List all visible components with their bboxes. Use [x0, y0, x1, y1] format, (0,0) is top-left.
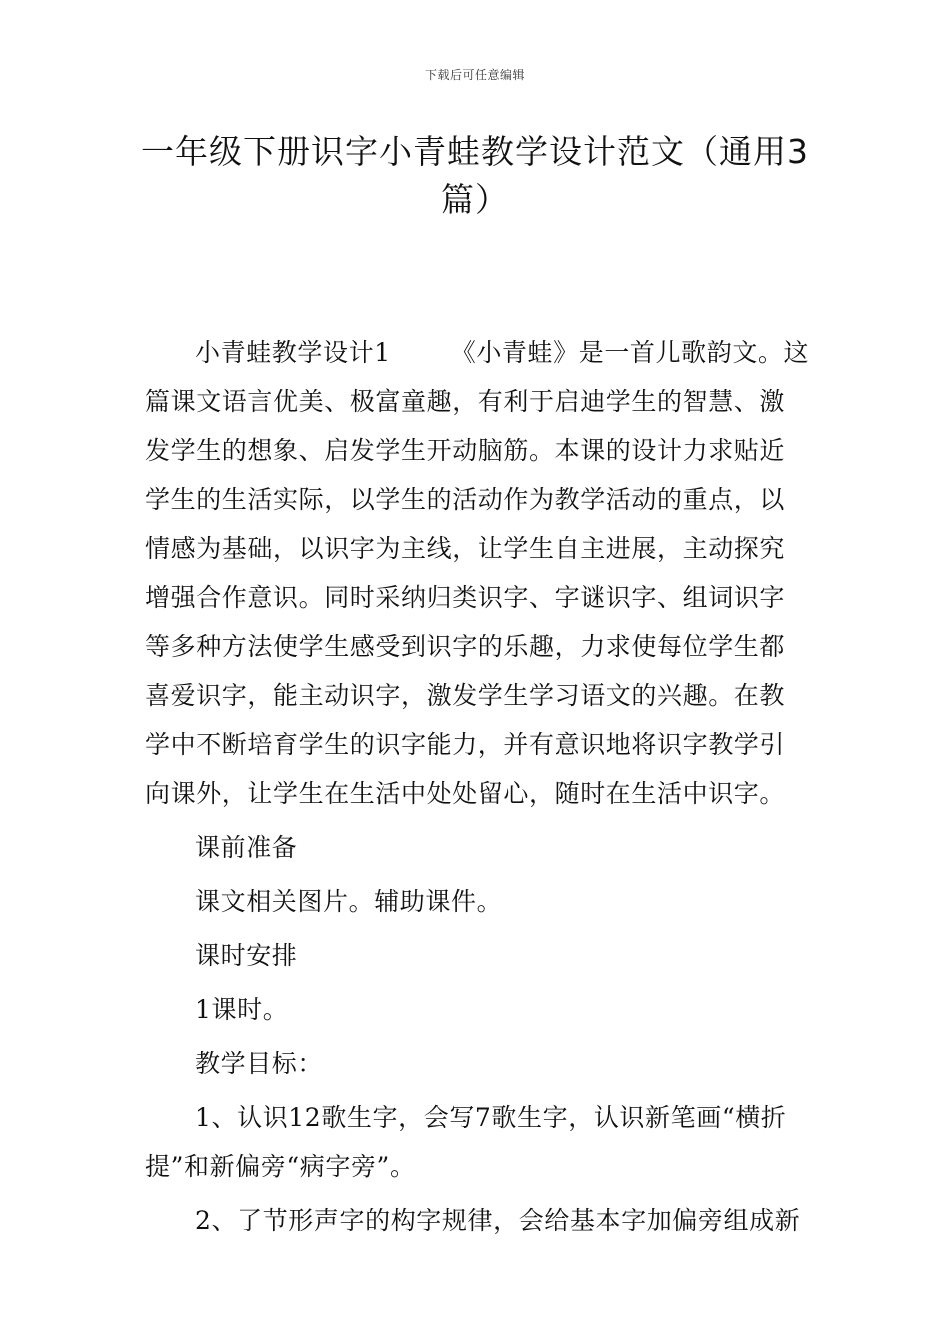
goal-item-2: 2、了节形声字的构字规律，会给基本字加偏旁组成新: [195, 1206, 801, 1235]
header-note: 下载后可任意编辑: [424, 68, 525, 82]
goals-heading: 教学目标：: [195, 1049, 324, 1078]
document-title: 一年级下册识字小青蛙教学设计范文（通用3篇）: [141, 132, 809, 219]
time-text: 1课时。: [195, 995, 289, 1024]
intro-text: 《小青蛙》是一首儿歌韵文。这篇课文语言优美、极富童趣，有利于启迪学生的智慧、激发学生的想象、启发学生开动脑筋。本课的设计力求贴近学生的生活实际，以学生的活动作为教学活动的重点，以情感为基础，以识字为主线，让学生自主进展，主动探究增强合作意识。同时采纳归类识字、字谜识字、组词识字等多种方法使学生感受到识字的乐趣，力求使每位学生都喜爱识字，能主动识字，激发学生学习语文的兴趣。在教学中不断培育学生的识字能力，并有意识地将识字教学引向课外，让学生在生活中处处留心，随时在生活中识字。: [145, 338, 810, 808]
prep-heading: 课前准备: [195, 833, 298, 862]
time-heading: 课时安排: [195, 941, 298, 970]
intro-paragraph: [145, 328, 810, 818]
document-body: [145, 328, 810, 1245]
goal-item-1: 1、认识12歌生字，会写7歌生字，认识新笔画“横折提”和新偏旁“病字旁”。: [145, 1103, 787, 1181]
intro-heading: 小青蛙教学设计1: [195, 338, 391, 367]
prep-text: 课文相关图片。辅助课件。: [195, 887, 503, 916]
